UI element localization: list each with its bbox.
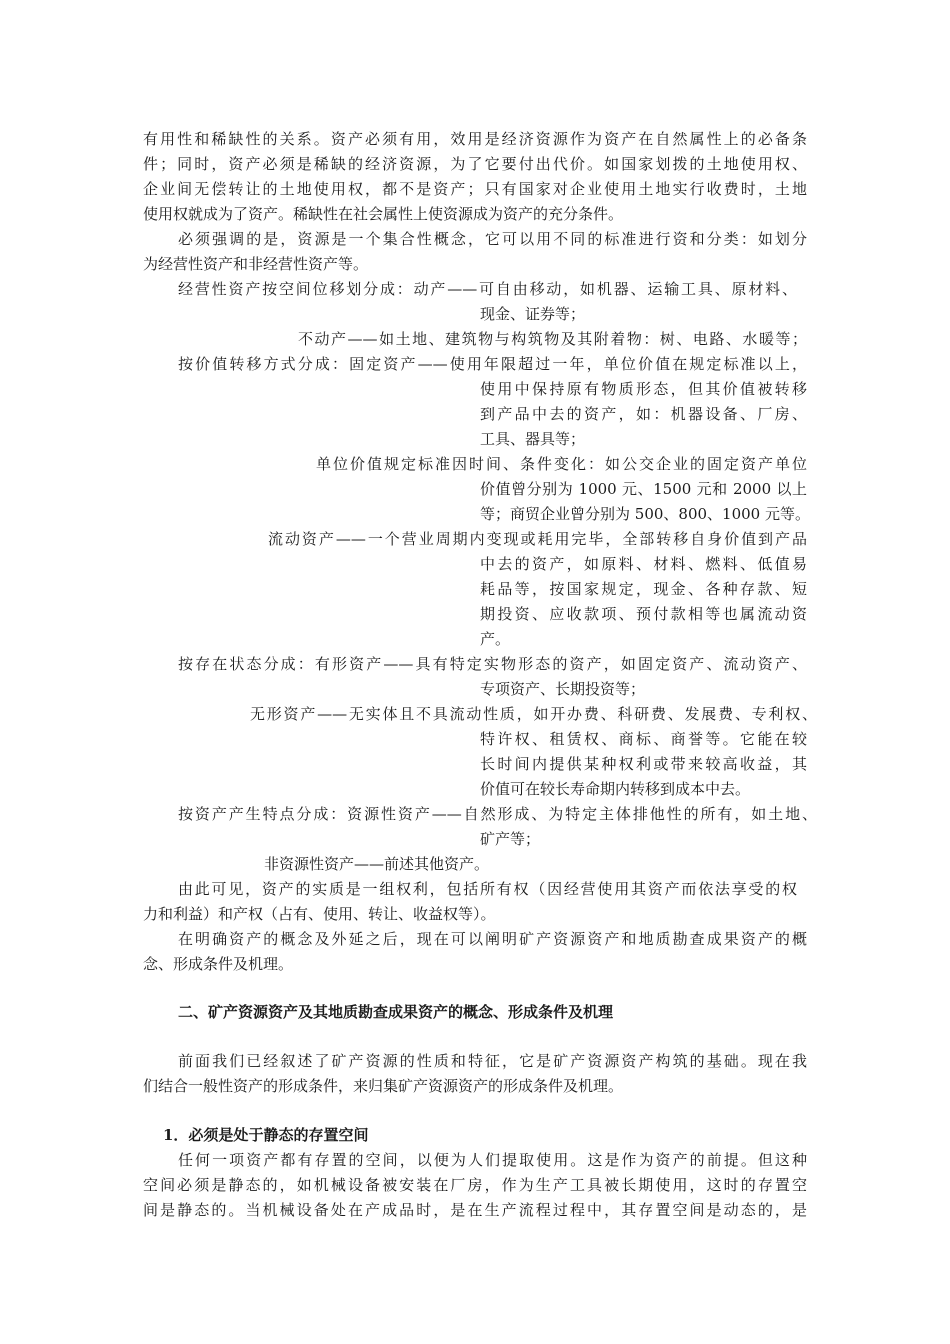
paragraph-line: 念、形成条件及机理。 [143, 955, 294, 973]
classification-line: 价值曾分别为 1000 元、1500 元和 2000 以上 [480, 480, 807, 498]
classification-line: 到产品中去的资产，如：机器设备、厂房、 [480, 405, 807, 423]
paragraph-line: 由此可见，资产的实质是一组权利，包括所有权（因经营使用其资产而依法享受的权 [178, 880, 797, 898]
classification-line: 耗品等，按国家规定，现金、各种存款、短 [480, 580, 807, 598]
classification-line: 长时间内提供某种权利或带来较高收益，其 [480, 755, 807, 773]
classification-line: 单位价值规定标准因时间、条件变化：如公交企业的固定资产单位 [316, 455, 807, 473]
classification-line: 专项资产、长期投资等； [480, 680, 646, 698]
paragraph-line: 前面我们已经叙述了矿产资源的性质和特征，它是矿产资源资产构筑的基础。现在我 [178, 1052, 807, 1070]
paragraph-line: 有用性和稀缺性的关系。资产必须有用，效用是经济资源作为资产在自然属性上的必备条 [143, 130, 807, 148]
classification-line: 价值可在较长寿命期内转移到成本中去。 [480, 780, 751, 798]
paragraph-line: 使用权就成为了资产。稀缺性在社会属性上使资源成为资产的充分条件。 [143, 205, 624, 223]
classification-line: 矿产等； [480, 830, 541, 848]
classification-line: 使用中保持原有物质形态，但其价值被转移 [480, 380, 807, 398]
paragraph-line: 任何一项资产都有存置的空间，以便为人们提取使用。这是作为资产的前提。但这种 [178, 1151, 807, 1169]
subsection-heading: 1．必须是处于静态的存置空间 [163, 1126, 369, 1144]
classification-line: 期投资、应收款项、预付款相等也属流动资 [480, 605, 807, 623]
classification-line: 流动资产——一个营业周期内变现或耗用完毕，全部转移自身价值到产品 [268, 530, 807, 548]
paragraph-line: 必须强调的是，资源是一个集合性概念，它可以用不同的标准进行资和分类：如划分 [178, 230, 807, 248]
paragraph-line: 力和利益）和产权（占有、使用、转让、收益权等）。 [143, 905, 496, 923]
section-heading: 二、矿产资源资产及其地质勘查成果资产的概念、形成条件及机理 [178, 1003, 614, 1021]
paragraph-line: 空间必须是静态的，如机械设备被安装在厂房，作为生产工具被长期使用，这时的存置空 [143, 1176, 807, 1194]
paragraph-line: 企业间无偿转让的土地使用权，都不是资产；只有国家对企业使用土地实行收费时，土地 [143, 180, 807, 198]
classification-line: 不动产——如土地、建筑物与构筑物及其附着物：树、电路、水暖等； [298, 330, 807, 348]
classification-line: 等；商贸企业曾分别为 500、800、1000 元等。 [480, 505, 810, 523]
classification-line: 现金、证券等； [480, 305, 586, 323]
paragraph-line: 们结合一般性资产的形成条件，来归集矿产资源资产的形成条件及机理。 [143, 1077, 624, 1095]
paragraph-line: 为经营性资产和非经营性资产等。 [143, 255, 369, 273]
classification-line: 按资产产生特点分成：资源性资产——自然形成、为特定主体排他性的所有，如土地、 [178, 805, 817, 823]
classification-line: 无形资产——无实体且不具流动性质，如开办费、科研费、发展费、专利权、 [250, 705, 817, 723]
classification-line: 中去的资产，如原料、材料、燃料、低值易 [480, 555, 807, 573]
classification-line: 按价值转移方式分成：固定资产——使用年限超过一年，单位价值在规定标准以上， [178, 355, 807, 373]
paragraph-line: 间是静态的。当机械设备处在产成品时，是在生产流程过程中，其存置空间是动态的，是 [143, 1201, 807, 1219]
classification-line: 非资源性资产——前述其他资产。 [264, 855, 490, 873]
classification-line: 经营性资产按空间位移划分成：动产——可自由移动，如机器、运输工具、原材料、 [178, 280, 797, 298]
classification-line: 特许权、租赁权、商标、商誉等。它能在较 [480, 730, 807, 748]
paragraph-line: 件；同时，资产必须是稀缺的经济资源，为了它要付出代价。如国家划拨的土地使用权、 [143, 155, 807, 173]
paragraph-line: 在明确资产的概念及外延之后，现在可以阐明矿产资源资产和地质勘查成果资产的概 [178, 930, 807, 948]
classification-line: 工具、器具等； [480, 430, 586, 448]
classification-line: 产。 [480, 630, 511, 648]
classification-line: 按存在状态分成：有形资产——具有特定实物形态的资产，如固定资产、流动资产、 [178, 655, 807, 673]
